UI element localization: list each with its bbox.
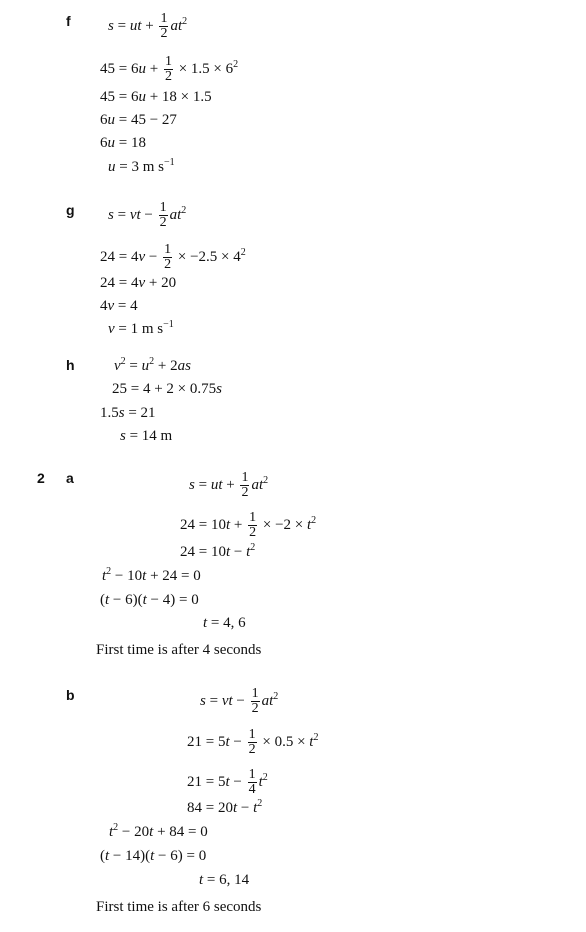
h-line-1: $v^2 = u^2 + 2as$ — [114, 356, 191, 374]
q2a-line-4: $t^2 - 10t + 24 = 0$ — [102, 566, 201, 584]
f-line-5: 6u = 18 — [100, 135, 146, 151]
f-line-6: u = 3 m $s^{-1}$ — [108, 157, 175, 175]
q2a-line-6: t = 4, 6 — [203, 615, 246, 631]
q2a-line-2: 24 = 10t + $\frac{1}{2}$ × $-2 \times t^2$ — [180, 510, 317, 540]
f-line-2: 45 = 6u + $\frac{1}{2}$ × $1.5 \times 6^2$ — [100, 54, 239, 84]
q2b-line-4: $84 = 20t - t^2$ — [187, 798, 263, 816]
fraction: $\frac{1}{2}$ — [241, 470, 249, 500]
q2b-line-3: 21 = 5t − $\frac{1}{4}$ $t^2$ — [187, 767, 268, 797]
fraction: $\frac{1}{2}$ — [159, 200, 167, 230]
question-number-2: 2 — [37, 470, 45, 486]
fraction: $\frac{1}{2}$ — [160, 11, 168, 41]
q2b-conclusion: First time is after 6 seconds — [96, 899, 262, 915]
g-line-1: s = vt − $\frac{1}{2}$ $at^2$ — [108, 200, 187, 230]
g-line-3: 24 = 4v + 20 — [100, 275, 177, 291]
fraction: $\frac{1}{4}$ — [248, 767, 256, 797]
part-label-a: a — [66, 470, 74, 486]
h-line-4: s = 14 m — [120, 428, 173, 444]
g-line-2: 24 = 4v − $\frac{1}{2}$ × $-2.5 \times 4^2$ — [100, 242, 246, 272]
part-label-h: h — [66, 357, 75, 373]
q2a-line-3: $24 = 10t - t^2$ — [180, 542, 256, 560]
g-line-5: v = 1 m $s^{-1}$ — [108, 319, 174, 337]
part-label-g: g — [66, 202, 75, 218]
q2b-line-1: s = vt − $\frac{1}{2}$ $at^2$ — [200, 686, 279, 716]
fraction: $\frac{1}{2}$ — [164, 54, 172, 84]
f-line-4: 6u = 45 − 27 — [100, 112, 177, 128]
q2a-conclusion: First time is after 4 seconds — [96, 642, 262, 658]
f-line-3: 45 = 6u + 18 × 1.5 — [100, 89, 212, 105]
q2b-line-2: 21 = 5t − $\frac{1}{2}$ × $0.5 \times t^2$ — [187, 727, 319, 757]
h-line-3: 1.5s = 21 — [100, 405, 156, 421]
fraction: $\frac{1}{2}$ — [164, 242, 172, 272]
fraction: $\frac{1}{2}$ — [249, 510, 257, 540]
q2b-line-6: (t − 14)(t − 6) = 0 — [100, 848, 207, 864]
g-line-4: 4v = 4 — [100, 298, 138, 314]
h-line-2: 25 = 4 + 2 × 0.75s — [112, 381, 222, 397]
q2b-line-5: $t^2 - 20t + 84 = 0$ — [109, 822, 208, 840]
fraction: $\frac{1}{2}$ — [248, 727, 256, 757]
q2a-line-5: (t − 6)(t − 4) = 0 — [100, 592, 199, 608]
part-label-b: b — [66, 687, 75, 703]
part-label-f: f — [66, 13, 71, 29]
f-line-1: s = ut + $\frac{1}{2}$ $at^2$ — [108, 11, 188, 41]
q2b-line-7: t = 6, 14 — [199, 872, 250, 888]
fraction: $\frac{1}{2}$ — [251, 686, 259, 716]
q2a-line-1: s = ut + $\frac{1}{2}$ $at^2$ — [189, 470, 269, 500]
